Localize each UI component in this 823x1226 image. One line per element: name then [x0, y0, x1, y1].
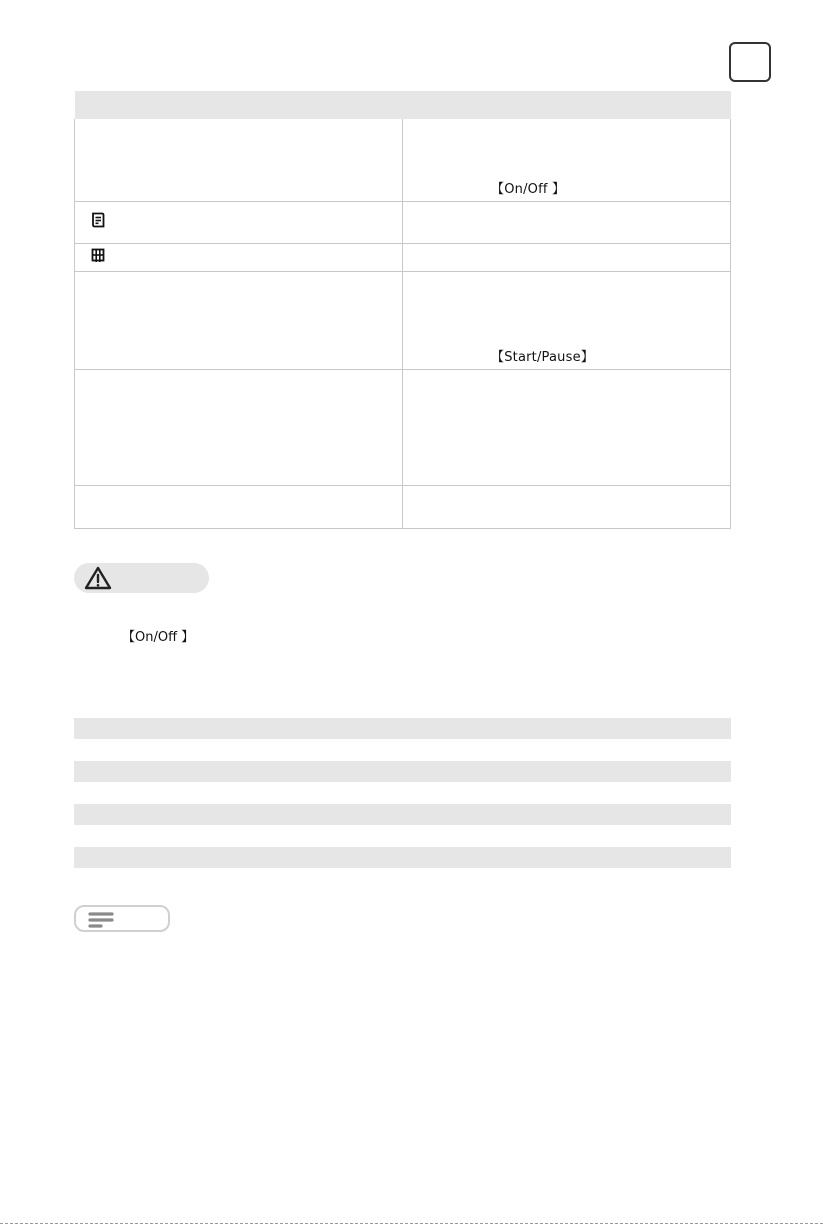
start-pause-key-label: 【Start/Pause】: [491, 349, 594, 365]
table-header-row: [75, 91, 731, 119]
caution-badge: [74, 563, 209, 593]
stripe-row: [74, 718, 731, 739]
table-cell-label: [75, 243, 403, 271]
table-cell-desc: [403, 369, 731, 485]
note-lines-icon: [87, 911, 127, 931]
table-row: [75, 243, 731, 271]
table-row: [75, 119, 731, 201]
page-bottom-rule: [0, 1223, 823, 1224]
table-cell-label: [75, 271, 403, 369]
table-row: [75, 485, 731, 528]
table-row: [75, 201, 731, 243]
table-cell-label: [75, 201, 403, 243]
caution-on-off-key-label: 【On/Off 】: [122, 630, 195, 645]
page-number-tab: [729, 42, 771, 82]
table-row: [75, 271, 731, 369]
table-cell-label: [75, 485, 403, 528]
grid-icon: [91, 248, 105, 263]
note-badge: [74, 905, 170, 932]
table-cell-desc: [403, 201, 731, 243]
table-cell-desc: [403, 119, 731, 201]
function-table: [74, 91, 731, 529]
table-cell-desc: [403, 485, 731, 528]
stripe-row: [74, 804, 731, 825]
table-cell-label: [75, 369, 403, 485]
table-cell-label: [75, 119, 403, 201]
warning-triangle-icon: [83, 565, 113, 591]
striped-rows: [74, 718, 731, 890]
table-cell-desc: [403, 271, 731, 369]
stripe-row: [74, 761, 731, 782]
table-cell-desc: [403, 243, 731, 271]
stripe-row: [74, 847, 731, 868]
on-off-key-label: 【On/Off 】: [491, 181, 566, 197]
table-header-cell: [75, 91, 731, 119]
table-row: [75, 369, 731, 485]
program-menu-icon: [91, 212, 105, 228]
